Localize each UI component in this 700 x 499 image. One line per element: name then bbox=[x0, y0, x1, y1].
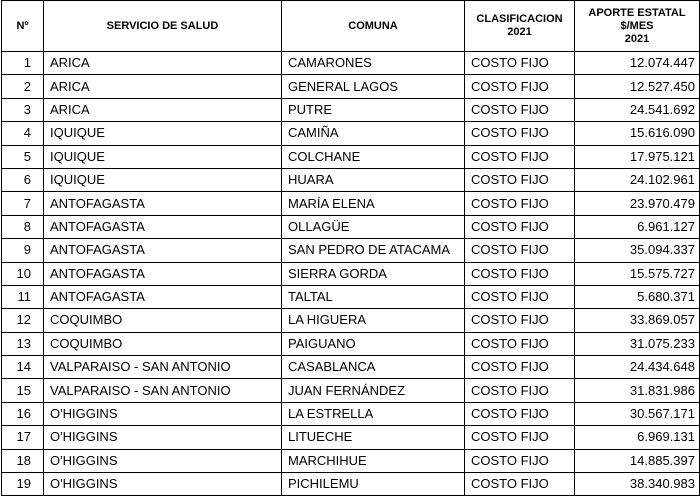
cell-num: 7 bbox=[2, 192, 44, 215]
cell-num: 6 bbox=[2, 168, 44, 191]
cell-comuna: HUARA bbox=[282, 168, 465, 191]
cell-aporte-estatal: 31.075.233 bbox=[575, 332, 700, 355]
cell-aporte-estatal: 14.885.397 bbox=[575, 449, 700, 472]
cell-aporte-estatal: 12.074.447 bbox=[575, 52, 700, 75]
cell-clasificacion: COSTO FIJO bbox=[465, 426, 575, 449]
cell-clasificacion: COSTO FIJO bbox=[465, 98, 575, 121]
cell-clasificacion: COSTO FIJO bbox=[465, 379, 575, 402]
cell-servicio-de-salud: ANTOFAGASTA bbox=[44, 262, 282, 285]
cell-servicio-de-salud: ARICA bbox=[44, 52, 282, 75]
table-row bbox=[2, 332, 700, 355]
cell-aporte-estatal: 17.975.121 bbox=[575, 145, 700, 168]
table-row bbox=[2, 356, 700, 379]
cell-num: 9 bbox=[2, 239, 44, 262]
cell-servicio-de-salud: ANTOFAGASTA bbox=[44, 285, 282, 308]
cell-comuna: CAMIÑA bbox=[282, 122, 465, 145]
cell-aporte-estatal: 23.970.479 bbox=[575, 192, 700, 215]
cell-comuna: CAMARONES bbox=[282, 52, 465, 75]
table-row bbox=[2, 473, 700, 496]
cell-aporte-estatal: 35.094.337 bbox=[575, 239, 700, 262]
cell-servicio-de-salud: ANTOFAGASTA bbox=[44, 215, 282, 238]
table-row bbox=[2, 309, 700, 332]
table-row bbox=[2, 192, 700, 215]
cell-servicio-de-salud: VALPARAISO - SAN ANTONIO bbox=[44, 379, 282, 402]
cell-clasificacion: COSTO FIJO bbox=[465, 285, 575, 308]
cell-servicio-de-salud: IQUIQUE bbox=[44, 122, 282, 145]
cell-aporte-estatal: 24.434.648 bbox=[575, 356, 700, 379]
header-clasificacion bbox=[465, 1, 575, 52]
header-servicio-de-salud: SERVICIO DE SALUD bbox=[44, 1, 282, 52]
cell-clasificacion: COSTO FIJO bbox=[465, 332, 575, 355]
table-row bbox=[2, 52, 700, 75]
cell-num: 19 bbox=[2, 473, 44, 496]
cell-aporte-estatal: 15.616.090 bbox=[575, 122, 700, 145]
aporte-estatal-table bbox=[1, 0, 700, 496]
cell-clasificacion: COSTO FIJO bbox=[465, 52, 575, 75]
cell-servicio-de-salud: ARICA bbox=[44, 98, 282, 121]
cell-servicio-de-salud: O'HIGGINS bbox=[44, 426, 282, 449]
cell-num: 4 bbox=[2, 122, 44, 145]
cell-clasificacion: COSTO FIJO bbox=[465, 473, 575, 496]
cell-servicio-de-salud: ANTOFAGASTA bbox=[44, 239, 282, 262]
cell-aporte-estatal: 38.340.983 bbox=[575, 473, 700, 496]
cell-servicio-de-salud: IQUIQUE bbox=[44, 168, 282, 191]
table-row bbox=[2, 122, 700, 145]
cell-comuna: COLCHANE bbox=[282, 145, 465, 168]
cell-servicio-de-salud: ANTOFAGASTA bbox=[44, 192, 282, 215]
cell-servicio-de-salud: VALPARAISO - SAN ANTONIO bbox=[44, 356, 282, 379]
cell-comuna: PUTRE bbox=[282, 98, 465, 121]
cell-aporte-estatal: 24.541.692 bbox=[575, 98, 700, 121]
cell-num: 14 bbox=[2, 356, 44, 379]
cell-comuna: SAN PEDRO DE ATACAMA bbox=[282, 239, 465, 262]
table-row bbox=[2, 449, 700, 472]
cell-clasificacion: COSTO FIJO bbox=[465, 309, 575, 332]
table-row bbox=[2, 75, 700, 98]
cell-clasificacion: COSTO FIJO bbox=[465, 356, 575, 379]
cell-num: 13 bbox=[2, 332, 44, 355]
cell-servicio-de-salud: IQUIQUE bbox=[44, 145, 282, 168]
table-row bbox=[2, 402, 700, 425]
cell-num: 11 bbox=[2, 285, 44, 308]
cell-servicio-de-salud: O'HIGGINS bbox=[44, 402, 282, 425]
cell-aporte-estatal: 31.831.986 bbox=[575, 379, 700, 402]
cell-aporte-estatal: 33.869.057 bbox=[575, 309, 700, 332]
cell-aporte-estatal: 30.567.171 bbox=[575, 402, 700, 425]
cell-comuna: OLLAGÜE bbox=[282, 215, 465, 238]
cell-comuna: GENERAL LAGOS bbox=[282, 75, 465, 98]
table-body bbox=[2, 52, 700, 496]
cell-aporte-estatal: 12.527.450 bbox=[575, 75, 700, 98]
cell-servicio-de-salud: O'HIGGINS bbox=[44, 449, 282, 472]
table-row bbox=[2, 379, 700, 402]
cell-comuna: MARÍA ELENA bbox=[282, 192, 465, 215]
cell-comuna: SIERRA GORDA bbox=[282, 262, 465, 285]
cell-servicio-de-salud: O'HIGGINS bbox=[44, 473, 282, 496]
cell-clasificacion: COSTO FIJO bbox=[465, 239, 575, 262]
cell-num: 8 bbox=[2, 215, 44, 238]
header-aporte-line3: 2021 bbox=[624, 32, 650, 45]
header-num: Nº bbox=[2, 1, 44, 52]
header-aporte-line1: APORTE ESTATAL bbox=[588, 6, 686, 19]
cell-comuna: CASABLANCA bbox=[282, 356, 465, 379]
table-row bbox=[2, 215, 700, 238]
header-clasificacion-line2: 2021 bbox=[507, 26, 532, 38]
cell-num: 12 bbox=[2, 309, 44, 332]
cell-clasificacion: COSTO FIJO bbox=[465, 449, 575, 472]
cell-num: 1 bbox=[2, 52, 44, 75]
cell-clasificacion: COSTO FIJO bbox=[465, 192, 575, 215]
header-aporte-estatal bbox=[575, 1, 700, 52]
cell-aporte-estatal: 6.969.131 bbox=[575, 426, 700, 449]
table-row bbox=[2, 285, 700, 308]
cell-comuna: PAIGUANO bbox=[282, 332, 465, 355]
table-row bbox=[2, 168, 700, 191]
cell-clasificacion: COSTO FIJO bbox=[465, 145, 575, 168]
table-row bbox=[2, 145, 700, 168]
table-row bbox=[2, 98, 700, 121]
cell-aporte-estatal: 24.102.961 bbox=[575, 168, 700, 191]
cell-clasificacion: COSTO FIJO bbox=[465, 262, 575, 285]
cell-aporte-estatal: 5.680.371 bbox=[575, 285, 700, 308]
cell-comuna: LITUECHE bbox=[282, 426, 465, 449]
cell-num: 18 bbox=[2, 449, 44, 472]
cell-clasificacion: COSTO FIJO bbox=[465, 168, 575, 191]
header-comuna: COMUNA bbox=[282, 1, 465, 52]
cell-num: 3 bbox=[2, 98, 44, 121]
table-row bbox=[2, 239, 700, 262]
cell-aporte-estatal: 15.575.727 bbox=[575, 262, 700, 285]
header-aporte-line2: $/MES bbox=[620, 19, 654, 32]
table-header-row bbox=[2, 1, 700, 52]
table-row bbox=[2, 262, 700, 285]
cell-aporte-estatal: 6.961.127 bbox=[575, 215, 700, 238]
table-row bbox=[2, 426, 700, 449]
cell-comuna: MARCHIHUE bbox=[282, 449, 465, 472]
cell-num: 17 bbox=[2, 426, 44, 449]
cell-num: 2 bbox=[2, 75, 44, 98]
cell-clasificacion: COSTO FIJO bbox=[465, 402, 575, 425]
header-clasificacion-line1: CLASIFICACION bbox=[476, 13, 563, 25]
cell-comuna: JUAN FERNÁNDEZ bbox=[282, 379, 465, 402]
cell-clasificacion: COSTO FIJO bbox=[465, 75, 575, 98]
cell-servicio-de-salud: COQUIMBO bbox=[44, 309, 282, 332]
cell-servicio-de-salud: ARICA bbox=[44, 75, 282, 98]
cell-comuna: TALTAL bbox=[282, 285, 465, 308]
cell-servicio-de-salud: COQUIMBO bbox=[44, 332, 282, 355]
cell-comuna: LA HIGUERA bbox=[282, 309, 465, 332]
cell-comuna: LA ESTRELLA bbox=[282, 402, 465, 425]
cell-num: 10 bbox=[2, 262, 44, 285]
cell-clasificacion: COSTO FIJO bbox=[465, 215, 575, 238]
cell-comuna: PICHILEMU bbox=[282, 473, 465, 496]
cell-num: 15 bbox=[2, 379, 44, 402]
cell-num: 5 bbox=[2, 145, 44, 168]
cell-clasificacion: COSTO FIJO bbox=[465, 122, 575, 145]
cell-num: 16 bbox=[2, 402, 44, 425]
